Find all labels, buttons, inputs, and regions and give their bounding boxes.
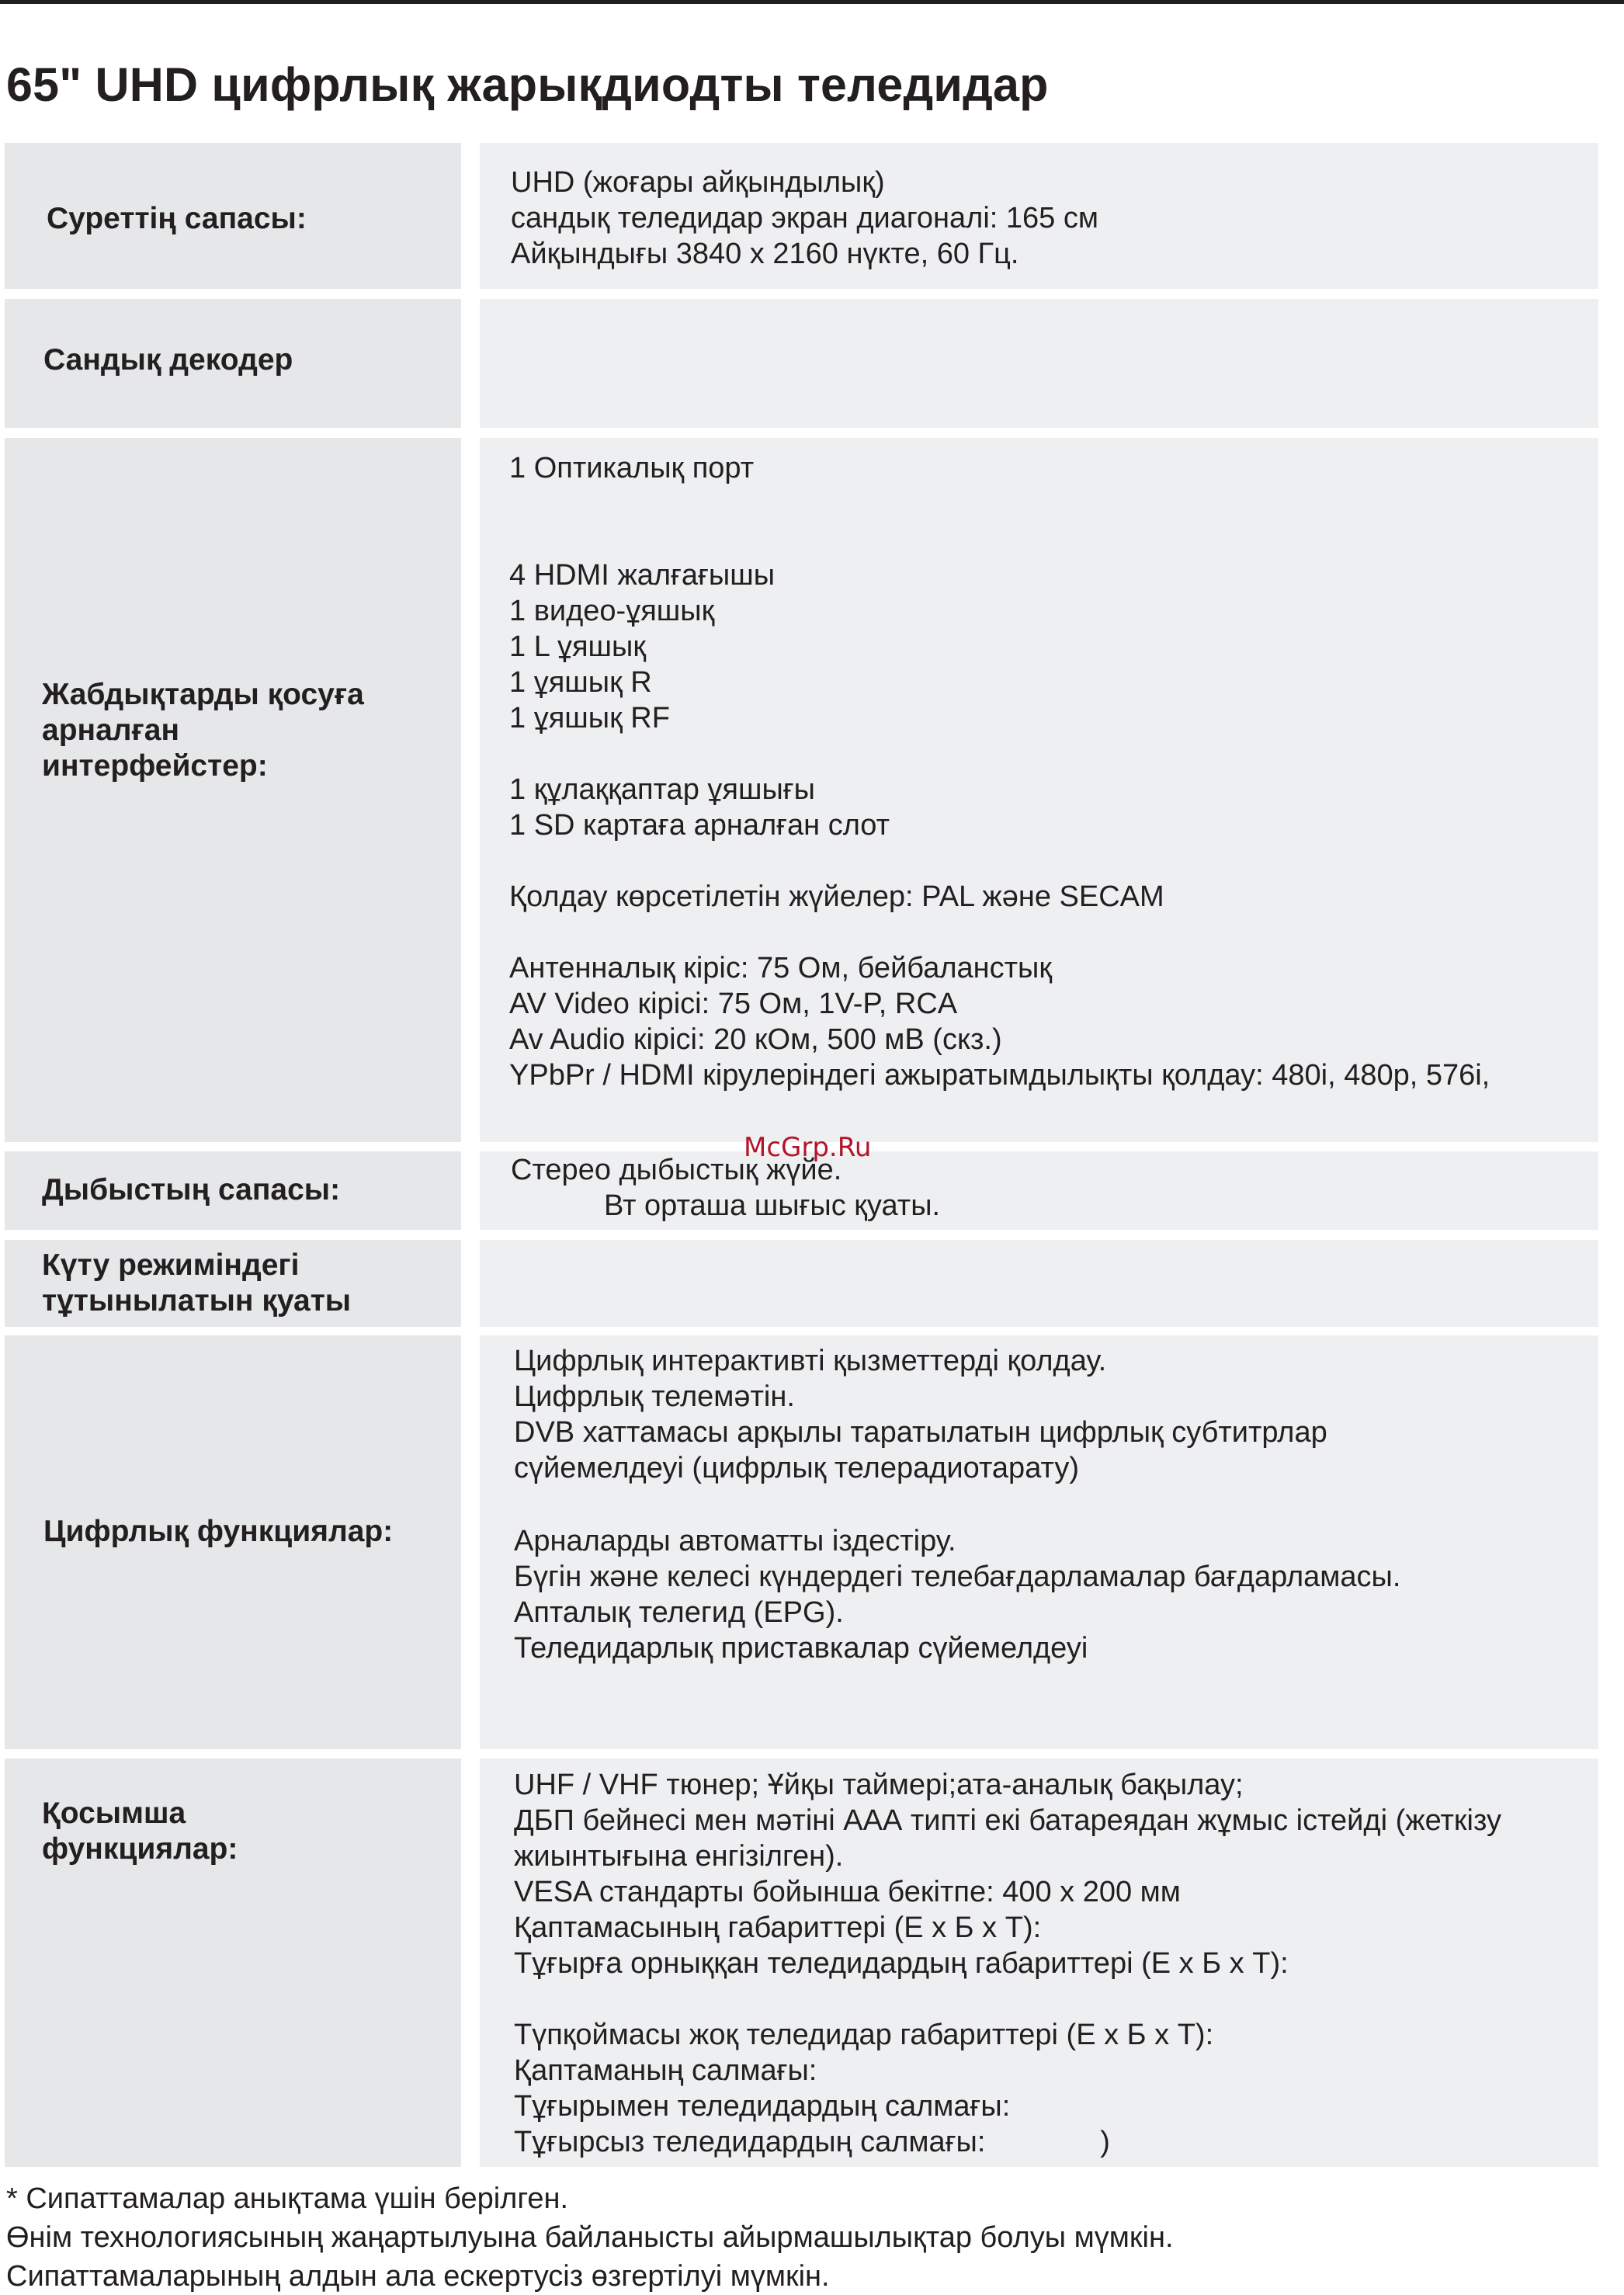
row-value-line: Апталық телегид (EPG). <box>514 1596 844 1629</box>
row-value-line: Стерео дыбыстық жүйе. <box>511 1154 842 1186</box>
row-value-line: сандық теледидар экран диагоналі: 165 см <box>511 202 1098 234</box>
row-value-line: Вт орташа шығыс қуаты. <box>604 1189 941 1222</box>
row-label-line: Дыбыстың сапасы: <box>42 1173 341 1207</box>
row-value-line: Түпқоймасы жоқ теледидар габариттері (Е х Б х Т): <box>514 2019 1214 2051</box>
top-rule <box>0 0 1624 4</box>
row-label-line: Сандық декодер <box>43 343 293 377</box>
row-label-line: Жабдықтарды қосуға <box>42 678 364 711</box>
row-value-line: жиынтығына енгізілген). <box>514 1840 844 1873</box>
footnote: Өнім технологиясының жаңартылуына байланысты айырмашылықтар болуы мүмкін. <box>6 2221 1174 2254</box>
row-label-line: арналған <box>42 713 180 747</box>
row-label-line: Суреттің сапасы: <box>47 202 307 235</box>
row-value-line: UHD (жоғары айқындылық) <box>511 166 885 199</box>
row-label-line: Цифрлық функциялар: <box>43 1515 394 1548</box>
row-value-line: 1 L ұяшық <box>509 630 646 663</box>
row-value-line: 4 HDMI жалғағышы <box>509 559 776 592</box>
row-value-line: ДБП бейнесі мен мәтіні ААА типті екі батареядан жұмыс істейді (жеткізу <box>514 1804 1501 1837</box>
row-value-line: Теледидарлық приставкалар сүйемелдеуі <box>514 1632 1088 1665</box>
row-value-cell <box>480 1240 1598 1327</box>
footnote: * Сипаттамалар анықтама үшін берілген. <box>6 2182 569 2215</box>
row-label-line: функциялар: <box>42 1832 238 1866</box>
row-value-line: 1 ұяшық RF <box>509 702 670 734</box>
row-value-line: Қолдау көрсетілетін жүйелер: PAL және SECAM <box>509 880 1164 913</box>
row-label-line: Күту режиміндегі <box>42 1248 300 1282</box>
row-value-line: UHF / VHF тюнер; Ұйқы таймері;ата-аналық бақылау; <box>514 1769 1244 1801</box>
row-value-line: Тұғырға орныққан теледидардың габариттері (Е х Б х Т): <box>514 1947 1289 1980</box>
row-value-line: Цифрлық телемәтін. <box>514 1380 795 1413</box>
row-value-line: 1 видео-ұяшық <box>509 595 715 627</box>
row-label-line: интерфейстер: <box>42 749 268 783</box>
row-value-line: Қаптаманың салмағы: <box>514 2054 817 2087</box>
row-value-line: VESA стандарты бойынша бекітпе: 400 х 200 мм <box>514 1876 1181 1908</box>
row-value-line: Айқындығы 3840 x 2160 нүкте, 60 Гц. <box>511 238 1019 270</box>
row-value-line: Av Audio кірісі: 20 кОм, 500 мВ (скз.) <box>509 1023 1002 1056</box>
row-value-line: Тұғырымен теледидардың салмағы: <box>514 2090 1011 2123</box>
row-value-line: Тұғырсыз теледидардың салмағы: ) <box>514 2126 1110 2158</box>
row-value-line: Антенналық кіріс: 75 Ом, бейбаланстық <box>509 952 1052 984</box>
row-label-line: тұтынылатын қуаты <box>42 1284 352 1318</box>
footnote: Сипаттамаларының алдын ала ескертусіз өзгертілуі мүмкін. <box>6 2260 830 2293</box>
row-value-cell <box>480 299 1598 428</box>
row-value-line: Цифрлық интерактивті қызметтерді қолдау. <box>514 1345 1107 1377</box>
row-label-line: Қосымша <box>42 1797 186 1830</box>
row-value-line: сүйемелдеуі (цифрлық телерадиотарату) <box>514 1452 1079 1484</box>
row-label-cell <box>5 438 461 1142</box>
row-value-line: YPbPr / HDMI кірулеріндегі ажыратымдылықты қолдау: 480i, 480p, 576i, <box>509 1059 1490 1092</box>
row-value-line: AV Video кірісі: 75 Ом, 1V-P, RCA <box>509 988 958 1020</box>
row-value-line: Қаптамасының габариттері (Е х Б х Т): <box>514 1911 1042 1944</box>
row-value-line: 1 SD картаға арналған слот <box>509 809 890 842</box>
row-value-line: 1 ұяшық R <box>509 666 652 699</box>
watermark: McGrp.Ru <box>744 1132 872 1163</box>
page-title: 65" UHD цифрлық жарықдиодты теледидар <box>6 58 1049 111</box>
row-value-line: DVB хаттамасы арқылы таратылатын цифрлық субтитрлар <box>514 1416 1327 1449</box>
row-value-line: 1 Оптикалық порт <box>509 452 755 484</box>
row-value-line: Бүгін және келесі күндердегі телебағдарламалар бағдарламасы. <box>514 1561 1401 1593</box>
row-value-line: 1 құлаққаптар ұяшығы <box>509 773 815 806</box>
row-value-line: Арналарды автоматты іздестіру. <box>514 1525 956 1557</box>
